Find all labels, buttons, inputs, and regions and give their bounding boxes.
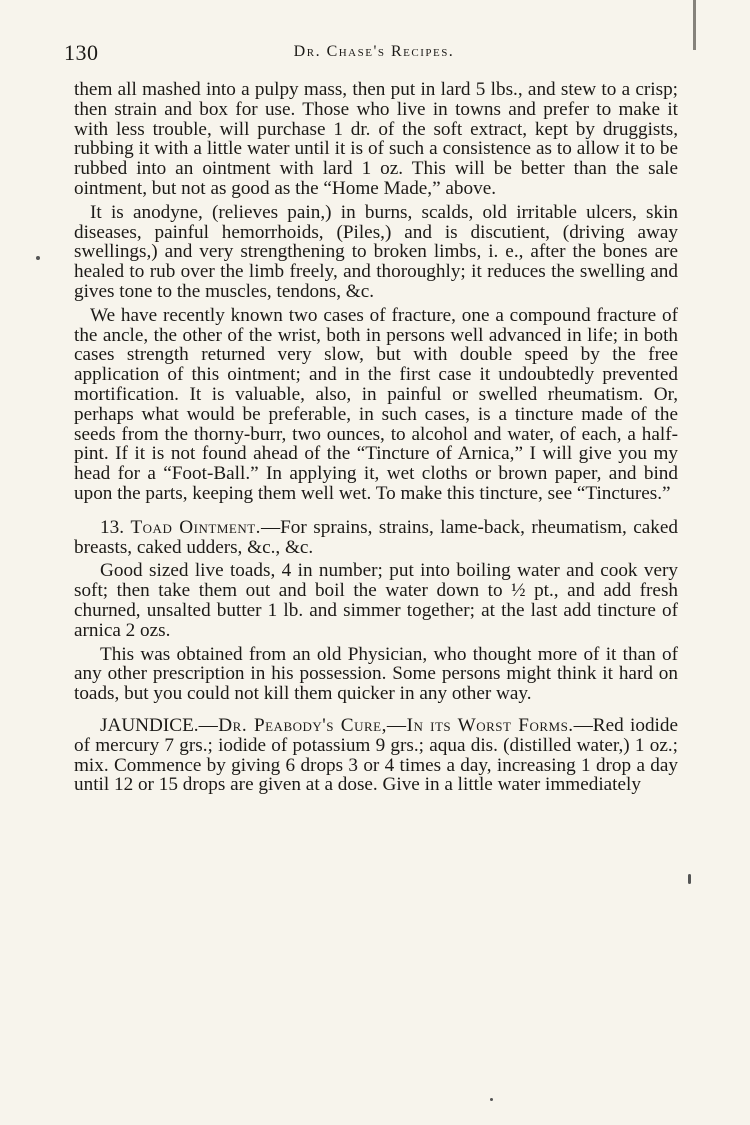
recipe-title: Toad Ointment.	[130, 516, 261, 538]
recipe-jaundice	[74, 716, 678, 795]
jaundice-text: —Red iodide of mercury 7 grs.; iodide of potassium 9 grs.; aqua dis. (distilled water,) 1 oz.; mix. Commence by giving 6 drops 3 or 4 times a day, increasing 1 drop a day until 12 or 15 drops are given at a dose. Give in a little water immediately	[74, 714, 678, 796]
page-header	[64, 40, 684, 70]
paragraph-continued: them all mashed into a pulpy mass, then put in lard 5 lbs., and stew to a crisp; then strain and box for use. Those who live in towns and prefer to make it with less trouble, will purchase 1 dr. of the soft extract, kept by druggists, rubbing it with a little water until it is of such a consistence as to allow it to be rubbed into an ointment with lard 1 oz. This will be better than the sale ointment, but not as good as the “Home Made,” above.	[74, 79, 678, 199]
margin-mark	[693, 0, 696, 50]
recipe-number: 13.	[100, 516, 124, 538]
recipe-toad-ointment	[74, 518, 678, 558]
speck-mark	[490, 1098, 493, 1101]
paragraph-toad-note: This was obtained from an old Physician, who thought more of it than of any other prescription in his possession. Some persons might think it hard on toads, but you could not kill them quicker in any other way.	[74, 643, 678, 705]
jaundice-title: JAUNDICE.	[100, 714, 199, 736]
speck-mark	[36, 256, 40, 260]
recipe-uses: —For sprains, strains, lame-back, rheumatism, caked breasts, caked udders, &c., &c.	[74, 516, 678, 558]
page-body	[74, 80, 678, 795]
running-head: Dr. Chase's Recipes.	[293, 43, 455, 60]
paragraph-anodyne: It is anodyne, (relieves pain,) in burns, scalds, old irritable ulcers, skin diseases, painful hemorrhoids, (Piles,) and is discutient, (driving away swellings,) and very strengthening to broken limbs, i. e., after the bones are healed to rub over the limb freely, and thoroughly; it reduces the swelling and gives tone to the muscles, tendons, &c.	[74, 201, 678, 302]
jaundice-cure: —Dr. Peabody's Cure,	[198, 714, 387, 736]
speck-mark	[688, 874, 691, 884]
paragraph-fracture: We have recently known two cases of fracture, one a compound fracture of the ancle, the other of the wrist, both in persons well advanced in life; in both cases strength returned very slow, but with double speed by the free application of this ointment; and in the first case it undoubtedly prevented mortification. It is valuable, also, in painful or swelled rheumatism. Or, perhaps what would be preferable, in such cases, is a tincture made of the seeds from the thorny-burr, two ounces, to alcohol and water, of each, a half-pint. If it is not found ahead of the “Tincture of Arnica,” I will give you my head for a “Foot-Ball.” In applying it, wet cloths or brown paper, and bind upon the parts, keeping them well wet. To make this tincture, see “Tinctures.”	[74, 304, 678, 504]
jaundice-worst-forms: —In its Worst Forms.	[386, 714, 574, 736]
paragraph-toad-directions: Good sized live toads, 4 in number; put into boiling water and cook very soft; then take them out and boil the water down to ½ pt., and add fresh churned, unsalted butter 1 lb. and simmer together; at the last add tincture of arnica 2 ozs.	[74, 560, 678, 641]
page-number: 130	[64, 40, 99, 65]
